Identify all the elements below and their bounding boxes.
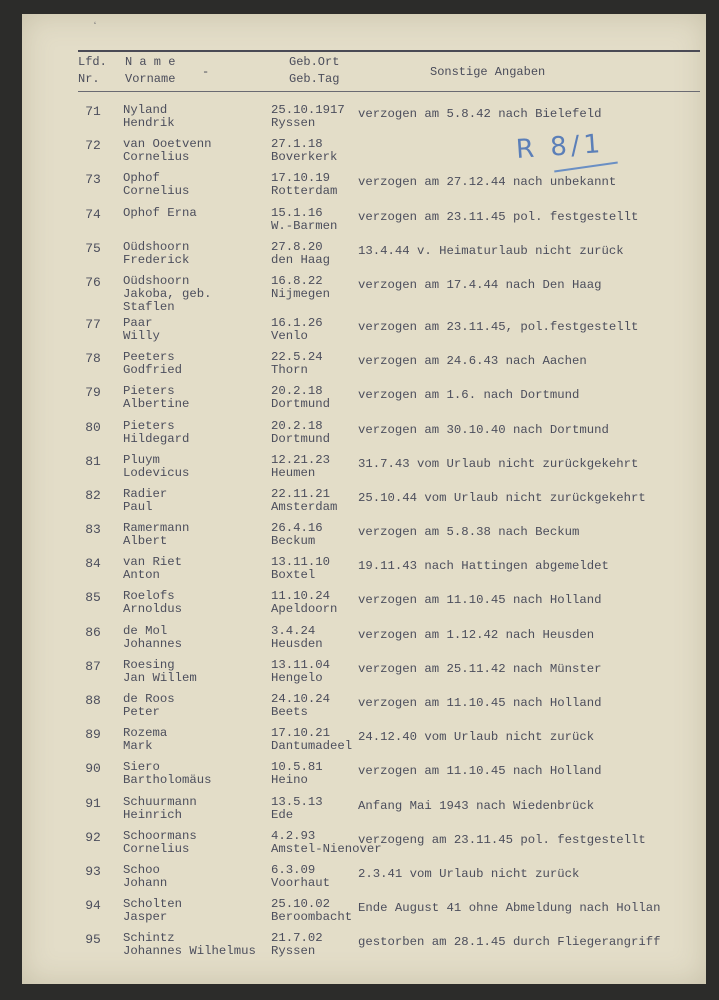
table-row: [22, 383, 706, 417]
row-birth-date: 13.5.13: [271, 794, 323, 809]
row-birth: [271, 556, 330, 582]
row-surname: Schoo: [123, 862, 160, 877]
row-remarks: verzogen am 5.8.38 nach Beckum: [358, 525, 580, 540]
row-birth-place: Hengelo: [271, 670, 323, 685]
row-birth-place: Beets: [271, 705, 308, 719]
row-number: 92: [85, 829, 101, 845]
table-row: [22, 136, 706, 170]
header-name-line2: Vorname: [125, 72, 176, 86]
row-remarks: 19.11.43 nach Hattingen abgemeldet: [358, 559, 609, 574]
row-birth-date: 13.11.04: [271, 657, 331, 672]
row-remarks: verzogen am 11.10.45 nach Holland: [358, 593, 602, 608]
row-number: 90: [85, 761, 101, 777]
row-birth: [271, 207, 337, 233]
row-remarks: verzogeng am 23.11.45 pol. festgestellt: [358, 832, 646, 847]
row-firstname: Johann: [123, 875, 168, 890]
row-number: 88: [85, 693, 101, 708]
row-firstname: Johannes Wilhelmus: [123, 944, 256, 959]
row-birth: [271, 659, 330, 685]
table-row: [22, 349, 706, 383]
row-name: [123, 420, 189, 446]
row-number: 87: [85, 658, 101, 674]
row-birth-place: Thorn: [271, 363, 308, 378]
row-firstname: Paul: [123, 499, 153, 514]
table-row: [22, 418, 706, 452]
row-birth-date: 11.10.24: [271, 589, 331, 604]
row-firstname: Hildegard: [123, 431, 190, 446]
row-birth: [271, 625, 323, 651]
row-name: [123, 317, 160, 343]
header-nr-line1: Lfd.: [78, 55, 107, 69]
row-remarks: gestorben am 28.1.45 durch Fliegerangriff: [358, 935, 661, 950]
row-name: [123, 830, 197, 856]
row-remarks: verzogen am 23.11.45, pol.festgestellt: [358, 319, 639, 334]
row-birth: [271, 590, 337, 616]
row-birth-date: 17.10.19: [271, 171, 331, 186]
row-birth-place: Heumen: [271, 465, 316, 480]
row-birth: [271, 385, 330, 411]
header-geb-line1: Geb.Ort: [289, 55, 340, 69]
row-surname: Siero: [123, 760, 160, 775]
row-birth-date: 24.10.24: [271, 692, 331, 706]
row-name: [123, 693, 175, 719]
table-row: [22, 239, 706, 273]
row-number: 83: [85, 522, 101, 538]
row-remarks: verzogen am 1.6. nach Dortmund: [358, 388, 580, 403]
document-sheet: [22, 14, 706, 984]
row-name: [123, 522, 189, 548]
row-remarks: verzogen am 30.10.40 nach Dortmund: [358, 422, 609, 437]
row-birth: [271, 693, 330, 719]
row-number: 76: [85, 274, 101, 290]
row-remarks: 24.12.40 vom Urlaub nicht zurück: [358, 730, 595, 745]
row-number: 82: [85, 487, 101, 503]
row-birth-place: Apeldoorn: [271, 602, 338, 617]
table-row: [22, 896, 706, 930]
row-surname: Roelofs: [123, 589, 175, 604]
row-birth: [271, 241, 330, 267]
row-name: [123, 727, 167, 753]
row-name: [123, 454, 189, 480]
row-firstname: Albert: [123, 534, 168, 549]
row-number: 91: [85, 795, 101, 811]
row-birth: [271, 488, 337, 514]
row-birth-date: 15.1.16: [271, 205, 323, 220]
row-number: 84: [85, 556, 101, 572]
row-number: 81: [85, 453, 101, 469]
row-birth-date: 12.21.23: [271, 452, 331, 467]
row-firstname: Frederick: [123, 252, 190, 267]
header-bottom-rule: [78, 91, 700, 92]
header-geb-line2: Geb.Tag: [289, 72, 340, 86]
row-remarks: Ende August 41 ohne Abmeldung nach Hollan: [358, 901, 661, 916]
row-surname: Pluym: [123, 452, 160, 467]
row-name: [123, 351, 182, 377]
row-firstname: Cornelius: [123, 184, 190, 199]
row-name: [123, 590, 182, 616]
row-name: [123, 796, 197, 822]
row-firstname: Heinrich: [123, 807, 183, 822]
row-remarks: verzogen am 17.4.44 nach Den Haag: [358, 277, 602, 292]
row-name: [123, 172, 189, 198]
row-birth-place: Dortmund: [271, 431, 331, 446]
row-birth: [271, 138, 337, 164]
row-surname: Ophof Erna: [123, 205, 197, 220]
row-firstname: Jakoba, geb.: [123, 286, 212, 301]
row-birth-date: 27.8.20: [271, 239, 323, 254]
row-birth-place: W.-Barmen: [271, 218, 338, 233]
header-geb: [289, 54, 339, 88]
row-number: 89: [85, 727, 101, 743]
row-birth: [271, 932, 323, 958]
row-birth-date: 25.10.02: [271, 897, 331, 912]
table-row: [22, 759, 706, 793]
row-birth-date: 16.8.22: [271, 273, 323, 288]
row-firstname: Albertine: [123, 397, 190, 412]
row-birth-date: 3.4.24: [271, 623, 316, 638]
row-birth-place: Heusden: [271, 636, 323, 651]
row-birth: [271, 317, 323, 343]
row-surname: Nyland: [123, 103, 168, 117]
table-row: [22, 588, 706, 622]
row-birth-date: 26.4.16: [271, 521, 323, 536]
row-birth-place: Ryssen: [271, 116, 316, 130]
row-number: 93: [85, 863, 101, 879]
row-surname: Roesing: [123, 657, 175, 672]
table-row: [22, 930, 706, 964]
row-remarks: Anfang Mai 1943 nach Wiedenbrück: [358, 798, 595, 813]
row-firstname: Jan Willem: [123, 670, 197, 685]
row-birth: [271, 727, 352, 753]
row-firstname: Johannes: [123, 636, 183, 651]
row-birth-date: 22.11.21: [271, 486, 331, 501]
table-row: [22, 794, 706, 828]
row-birth-place: Beroombacht: [271, 910, 353, 925]
row-number: 86: [85, 624, 101, 640]
row-surname: Schuurmann: [123, 794, 197, 809]
row-remarks: verzogen am 23.11.45 pol. festgestellt: [358, 209, 639, 224]
row-name: [123, 241, 189, 267]
table-row: [22, 205, 706, 239]
row-birth-place: Boxtel: [271, 568, 316, 583]
table-row: [22, 520, 706, 554]
row-birth-place: Boverkerk: [271, 150, 338, 165]
row-number: 94: [85, 898, 101, 914]
row-birth-date: 13.11.10: [271, 555, 331, 570]
row-surname: Oüdshoorn: [123, 273, 190, 288]
row-firstname: Anton: [123, 568, 160, 583]
row-surname: Oüdshoorn: [123, 239, 190, 254]
row-birth: [271, 275, 330, 301]
row-birth-place: Voorhaut: [271, 875, 331, 890]
row-surname: Ramermann: [123, 521, 190, 536]
row-birth: [271, 761, 323, 787]
row-remarks: verzogen am 25.11.42 nach Münster: [358, 661, 602, 676]
row-surname: Ophof: [123, 171, 160, 186]
row-birth-place: Heino: [271, 773, 308, 788]
row-name: [123, 207, 197, 220]
row-birth-date: 25.10.1917: [271, 103, 345, 117]
row-birth: [271, 351, 323, 377]
row-surname: de Mol: [123, 623, 168, 638]
header-top-rule: [78, 50, 700, 52]
row-firstname: Mark: [123, 739, 153, 754]
row-name: [123, 556, 182, 582]
table-row: [22, 725, 706, 759]
row-birth-date: 20.2.18: [271, 384, 323, 399]
row-surname: Pieters: [123, 418, 175, 433]
row-birth-date: 10.5.81: [271, 760, 323, 775]
row-surname: Schoormans: [123, 828, 197, 843]
row-firstname: Hendrik: [123, 116, 175, 130]
row-remarks: verzogen am 27.12.44 nach unbekannt: [358, 175, 617, 190]
header-nr-line2: Nr.: [78, 72, 100, 86]
row-birth-place: Dortmund: [271, 397, 331, 412]
row-birth: [271, 898, 352, 924]
row-firstname: Godfried: [123, 363, 183, 378]
table-row: [22, 554, 706, 588]
header-name: [125, 54, 175, 88]
row-surname: Pieters: [123, 384, 175, 399]
row-name: [123, 385, 189, 411]
row-number: 85: [85, 590, 101, 606]
row-firstname: Arnoldus: [123, 602, 183, 617]
row-surname: van Riet: [123, 555, 183, 570]
row-number: 73: [85, 172, 101, 188]
row-surname: Paar: [123, 315, 153, 330]
row-surname: Peeters: [123, 350, 175, 365]
row-surname: Rozema: [123, 726, 168, 741]
register-table: [22, 102, 706, 965]
row-number: 71: [85, 104, 101, 119]
row-remarks: 31.7.43 vom Urlaub nicht zurückgekehrt: [358, 456, 639, 471]
table-row: [22, 657, 706, 691]
row-surname: Radier: [123, 486, 168, 501]
row-remarks: verzogen am 24.6.43 nach Aachen: [358, 354, 587, 369]
table-row: [22, 273, 706, 315]
row-name: [123, 488, 167, 514]
row-birth-date: 17.10.21: [271, 726, 331, 741]
row-remarks: 2.3.41 vom Urlaub nicht zurück: [358, 866, 580, 881]
table-row: [22, 102, 706, 136]
table-row: [22, 828, 706, 862]
row-number: 72: [85, 138, 101, 154]
table-row: [22, 452, 706, 486]
row-birth-place: den Haag: [271, 252, 331, 267]
row-birth-date: 27.1.18: [271, 137, 323, 152]
row-birth: [271, 522, 323, 548]
row-birth-place: Nijmegen: [271, 286, 331, 301]
row-remarks: verzogen am 5.8.42 nach Bielefeld: [358, 107, 602, 121]
table-row: [22, 623, 706, 657]
row-name: [123, 275, 212, 314]
row-name: [123, 864, 167, 890]
table-row: [22, 486, 706, 520]
row-birth-place: Dantumadeel: [271, 739, 353, 754]
row-number: 78: [85, 351, 101, 367]
row-birth: [271, 864, 330, 890]
row-surname: de Roos: [123, 692, 175, 706]
row-birth-place: Amsterdam: [271, 499, 338, 514]
row-birth: [271, 454, 330, 480]
row-birth-place: Ede: [271, 807, 294, 822]
row-name: [123, 898, 182, 924]
header-dash: -: [202, 65, 210, 79]
row-firstname: Cornelius: [123, 841, 190, 856]
row-surname: Schintz: [123, 931, 175, 946]
row-number: 77: [85, 316, 101, 332]
row-number: 79: [85, 385, 101, 401]
row-surname: Scholten: [123, 897, 183, 912]
row-birth-date: 20.2.18: [271, 418, 323, 433]
row-birth-place: Amstel-Nienover: [271, 841, 382, 856]
row-name: [123, 625, 182, 651]
row-firstname: Bartholomäus: [123, 773, 212, 788]
row-remarks: verzogen am 1.12.42 nach Heusden: [358, 627, 595, 642]
corner-mark: ʻ: [92, 22, 99, 33]
row-remarks: verzogen am 11.10.45 nach Holland: [358, 764, 602, 779]
row-number: 95: [85, 932, 101, 948]
blue-stamp: R 8/1: [515, 128, 606, 166]
row-birth: [271, 172, 337, 198]
table-row: [22, 862, 706, 896]
row-birth-date: 21.7.02: [271, 931, 323, 946]
row-name: [123, 761, 212, 787]
row-name: [123, 932, 256, 958]
row-birth-date: 6.3.09: [271, 862, 316, 877]
row-number: 75: [85, 240, 101, 256]
row-name: [123, 659, 197, 685]
row-birth-date: 22.5.24: [271, 350, 323, 365]
row-number: 80: [85, 419, 101, 435]
row-birth: [271, 796, 323, 822]
row-firstname: Peter: [123, 705, 160, 719]
row-remarks: 13.4.44 v. Heimaturlaub nicht zurück: [358, 243, 624, 258]
row-birth-place: Ryssen: [271, 944, 316, 959]
row-birth-date: 4.2.93: [271, 828, 316, 843]
row-name: [123, 104, 175, 130]
row-birth: [271, 420, 330, 446]
row-firstname: Jasper: [123, 910, 168, 925]
row-surname: van Ooetvenn: [123, 137, 212, 152]
header-name-line1: N a m e: [125, 55, 176, 69]
table-row: [22, 315, 706, 349]
row-birth-place: Rotterdam: [271, 184, 338, 199]
table-row: [22, 170, 706, 204]
row-birth-date: 16.1.26: [271, 315, 323, 330]
row-birth: [271, 104, 345, 130]
row-firstname: Cornelius: [123, 150, 190, 165]
header-nr: [78, 54, 107, 88]
header-sonstige: Sonstige Angaben: [430, 65, 546, 79]
row-firstname: Lodevicus: [123, 465, 190, 480]
row-name: [123, 138, 212, 164]
row-remarks: verzogen am 11.10.45 nach Holland: [358, 696, 602, 710]
row-number: 74: [85, 206, 101, 222]
row-firstname: Willy: [123, 328, 160, 343]
row-remarks: 25.10.44 vom Urlaub nicht zurückgekehrt: [358, 490, 646, 505]
row-name-extra: Staflen: [123, 299, 175, 314]
row-birth-place: Beckum: [271, 534, 316, 549]
row-birth-place: Venlo: [271, 328, 308, 343]
table-row: [22, 691, 706, 725]
